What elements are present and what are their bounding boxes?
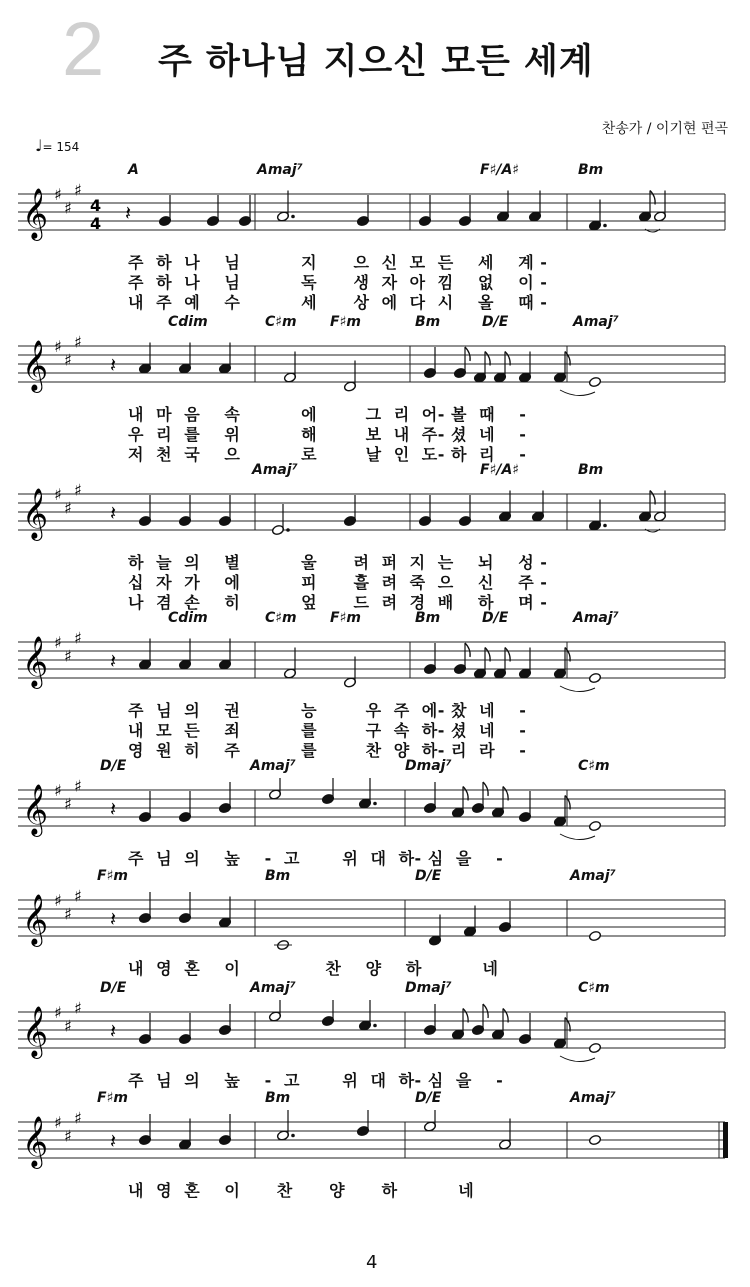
chord-symbol: Cdim	[168, 610, 208, 626]
note	[453, 643, 470, 675]
chord-symbol: D/E	[415, 868, 442, 884]
lyric-line: 주 하 나 님 독 생 자 아 낌 없 이 -	[128, 273, 548, 292]
note	[653, 191, 666, 223]
note	[321, 1000, 334, 1027]
note	[276, 191, 294, 223]
note	[218, 343, 231, 375]
quarter-rest-icon: 𝄽	[110, 501, 117, 525]
key-sharp-icon: ♯	[54, 891, 62, 910]
note	[358, 778, 376, 809]
treble-clef-icon: 𝄞	[22, 636, 49, 687]
note	[283, 352, 296, 384]
page-number: 4	[366, 1252, 378, 1273]
note	[518, 648, 531, 680]
key-sharp-icon: ♯	[64, 794, 72, 814]
tie	[560, 1056, 595, 1062]
staff-system	[0, 162, 750, 312]
key-sharp-icon: ♯	[74, 182, 82, 200]
note	[428, 915, 441, 947]
chord-symbol: D/E	[482, 610, 509, 626]
note	[356, 195, 369, 227]
key-sharp-icon: ♯	[74, 1000, 82, 1018]
note	[138, 892, 151, 924]
quarter-rest-icon: 𝄽	[125, 201, 132, 225]
note	[206, 195, 219, 227]
note	[343, 657, 356, 689]
note	[473, 648, 490, 680]
tie	[560, 834, 595, 840]
time-signature-bottom: 4	[90, 214, 102, 233]
note	[458, 495, 471, 527]
note	[528, 191, 541, 223]
lyric-line: 주 님 의 높 - 고 위 대 하- 심 을 -	[128, 849, 504, 868]
quarter-rest-icon: 𝄽	[110, 1129, 117, 1153]
note	[271, 504, 289, 536]
note	[493, 352, 510, 384]
note	[553, 648, 570, 680]
lyric-line: 나 겸 손 히 엎 드 려 경 배 하 며 -	[128, 593, 548, 612]
note	[268, 778, 281, 800]
music-staff	[0, 1110, 730, 1180]
note	[588, 672, 601, 683]
lyric-line: 저 천 국 으 로 날 인 도- 하 리 -	[128, 445, 527, 464]
quarter-rest-icon: 𝄽	[110, 649, 117, 673]
key-sharp-icon: ♯	[74, 778, 82, 796]
note	[498, 491, 511, 523]
chord-symbol: Bm	[578, 162, 604, 178]
key-sharp-icon: ♯	[64, 350, 72, 370]
treble-clef-icon: 𝄞	[22, 188, 49, 239]
staff-system	[0, 1090, 750, 1240]
chord-symbol: D/E	[100, 980, 127, 996]
note	[518, 352, 531, 384]
lyric-line: 내 주 예 수 세 상 에 다 시 올 때 -	[128, 293, 548, 312]
note	[588, 1042, 601, 1053]
chord-symbol: F♯m	[330, 314, 361, 330]
music-staff	[0, 778, 730, 848]
music-staff	[0, 482, 730, 552]
note	[138, 1013, 151, 1045]
treble-clef-icon: 𝄞	[22, 488, 49, 539]
note	[321, 778, 334, 805]
note	[418, 495, 431, 527]
note	[588, 930, 601, 941]
note	[588, 200, 606, 232]
lyric-line: 십 자 가 에 피 흘 려 죽 으 신 주 -	[128, 573, 548, 592]
key-sharp-icon: ♯	[64, 646, 72, 666]
note	[498, 901, 511, 933]
note	[423, 782, 436, 814]
chord-symbol: Amaj⁷	[573, 314, 619, 330]
lyric-line: 우 리 를 위 해 보 내 주- 셨 네 -	[128, 425, 527, 444]
key-sharp-icon: ♯	[54, 633, 62, 652]
note	[218, 639, 231, 671]
treble-clef-icon: 𝄞	[22, 894, 49, 945]
lyric-line: 하 늘 의 별 울 려 퍼 지 는 뇌 성 -	[128, 553, 548, 572]
chord-symbol: Bm	[265, 868, 291, 884]
note	[178, 343, 191, 375]
lyric-line: 주 하 나 님 지 으 신 모 든 세 계 -	[128, 253, 548, 272]
tempo-marking	[35, 136, 79, 155]
chord-symbol: F♯m	[97, 1090, 128, 1106]
note	[471, 782, 488, 814]
treble-clef-icon: 𝄞	[22, 340, 49, 391]
key-sharp-icon: ♯	[64, 1126, 72, 1146]
chord-symbol: Bm	[265, 1090, 291, 1106]
chord-symbol: Amaj⁷	[573, 610, 619, 626]
key-sharp-icon: ♯	[64, 198, 72, 218]
chord-symbol: C♯m	[265, 610, 297, 626]
key-sharp-icon: ♯	[54, 1113, 62, 1132]
chord-symbol: C♯m	[578, 980, 610, 996]
note	[418, 195, 431, 227]
key-sharp-icon: ♯	[54, 485, 62, 504]
note	[588, 376, 601, 387]
lyric-line: 내 영 혼 이 찬 양 하 네	[128, 1181, 475, 1200]
key-sharp-icon: ♯	[74, 888, 82, 906]
note	[274, 939, 292, 950]
chord-symbol: Bm	[415, 314, 441, 330]
note	[423, 643, 436, 675]
time-signature-top: 4	[90, 196, 102, 215]
chord-symbol: Dmaj⁷	[405, 980, 452, 996]
key-sharp-icon: ♯	[64, 904, 72, 924]
chord-symbol: F♯/A♯	[480, 462, 520, 478]
chord-symbol: Amaj⁷	[570, 868, 616, 884]
key-sharp-icon: ♯	[54, 185, 62, 204]
note	[518, 1013, 531, 1045]
song-title: 주 하나님 지으신 모든 세계	[158, 42, 594, 82]
note	[553, 1018, 570, 1050]
note	[496, 191, 509, 223]
note	[518, 791, 531, 823]
note	[471, 1004, 488, 1036]
note	[158, 195, 171, 227]
chord-symbol: D/E	[482, 314, 509, 330]
key-sharp-icon: ♯	[74, 630, 82, 648]
treble-clef-icon: 𝄞	[22, 784, 49, 835]
key-sharp-icon: ♯	[64, 1016, 72, 1036]
lyric-line: 내 영 혼 이 찬 양 하 네	[128, 959, 499, 978]
note	[423, 347, 436, 379]
tie	[560, 686, 595, 692]
note	[493, 648, 510, 680]
lyric-line: 영 원 히 주 를 찬 양 하- 리 라 -	[128, 741, 527, 760]
chord-symbol: A	[128, 162, 139, 178]
music-staff	[0, 630, 730, 700]
music-staff	[0, 334, 730, 404]
lyric-line: 주 님 의 높 - 고 위 대 하- 심 을 -	[128, 1071, 504, 1090]
quarter-rest-icon: 𝄽	[110, 353, 117, 377]
note	[638, 191, 655, 223]
note	[276, 1110, 294, 1141]
note	[491, 1009, 508, 1041]
chord-symbol: D/E	[415, 1090, 442, 1106]
tempo-value: = 154	[42, 140, 80, 154]
treble-clef-icon: 𝄞	[22, 1116, 49, 1167]
chord-symbol: Bm	[578, 462, 604, 478]
staff-system	[0, 314, 750, 464]
final-barline-thick	[723, 1122, 728, 1158]
staff-system	[0, 462, 750, 612]
note	[138, 343, 151, 375]
key-sharp-icon: ♯	[54, 1003, 62, 1022]
note	[588, 820, 601, 831]
music-staff	[0, 1000, 730, 1070]
lyric-line: 주 님 의 권 능 우 주 에- 찼 네 -	[128, 701, 527, 720]
key-sharp-icon: ♯	[74, 334, 82, 352]
note	[358, 1000, 376, 1031]
note	[218, 1114, 231, 1146]
note	[553, 352, 570, 384]
note	[638, 491, 655, 523]
note	[178, 1119, 191, 1151]
note	[343, 361, 356, 393]
music-staff	[0, 182, 730, 252]
note	[453, 347, 470, 379]
chord-symbol: F♯/A♯	[480, 162, 520, 178]
note	[491, 787, 508, 819]
note	[178, 639, 191, 671]
staff-system	[0, 610, 750, 760]
chord-symbol: C♯m	[578, 758, 610, 774]
note	[553, 796, 570, 828]
note	[218, 495, 231, 527]
chord-symbol: Amaj⁷	[570, 1090, 616, 1106]
note	[588, 1134, 601, 1145]
song-number: 2	[62, 7, 105, 92]
note	[218, 782, 231, 814]
note	[531, 491, 544, 523]
note	[178, 791, 191, 823]
tie	[560, 390, 595, 396]
chord-symbol: Amaj⁷	[250, 980, 296, 996]
key-sharp-icon: ♯	[54, 781, 62, 800]
note	[473, 352, 490, 384]
note	[138, 639, 151, 671]
quarter-rest-icon: 𝄽	[110, 907, 117, 931]
chord-symbol: Bm	[415, 610, 441, 626]
key-sharp-icon: ♯	[54, 337, 62, 356]
music-staff	[0, 888, 730, 958]
chord-symbol: F♯m	[97, 868, 128, 884]
note	[356, 1110, 369, 1137]
lyric-line: 내 마 음 속 에 그 리 어- 볼 때 -	[128, 405, 527, 424]
chord-symbol: Amaj⁷	[257, 162, 303, 178]
treble-clef-icon: 𝄞	[22, 1006, 49, 1057]
chord-symbol: Dmaj⁷	[405, 758, 452, 774]
note	[238, 195, 251, 227]
note	[588, 500, 606, 532]
note	[283, 648, 296, 680]
chord-symbol: F♯m	[330, 610, 361, 626]
note	[458, 195, 471, 227]
chord-symbol: Amaj⁷	[252, 462, 298, 478]
note	[138, 1114, 151, 1146]
note	[218, 897, 231, 929]
quarter-note-icon: ♩	[35, 136, 43, 155]
key-sharp-icon: ♯	[74, 482, 82, 500]
key-sharp-icon: ♯	[64, 498, 72, 518]
chord-symbol: D/E	[100, 758, 127, 774]
note	[178, 1013, 191, 1045]
note	[463, 906, 476, 938]
quarter-rest-icon: 𝄽	[110, 797, 117, 821]
lyric-line: 내 모 든 죄 를 구 속 하- 셨 네 -	[128, 721, 527, 740]
note	[268, 1000, 281, 1022]
note	[138, 495, 151, 527]
note	[451, 1009, 468, 1041]
note	[451, 787, 468, 819]
chord-symbol: Amaj⁷	[250, 758, 296, 774]
note	[178, 495, 191, 527]
note	[423, 1004, 436, 1036]
key-sharp-icon: ♯	[74, 1110, 82, 1128]
note	[423, 1110, 436, 1132]
arranger-credit: 찬송가 / 이기현 편곡	[601, 121, 728, 137]
note	[218, 1004, 231, 1036]
note	[138, 791, 151, 823]
note	[498, 1119, 511, 1151]
note	[178, 892, 191, 924]
chord-symbol: C♯m	[265, 314, 297, 330]
quarter-rest-icon: 𝄽	[110, 1019, 117, 1043]
note	[343, 495, 356, 527]
chord-symbol: Cdim	[168, 314, 208, 330]
note	[653, 491, 666, 523]
